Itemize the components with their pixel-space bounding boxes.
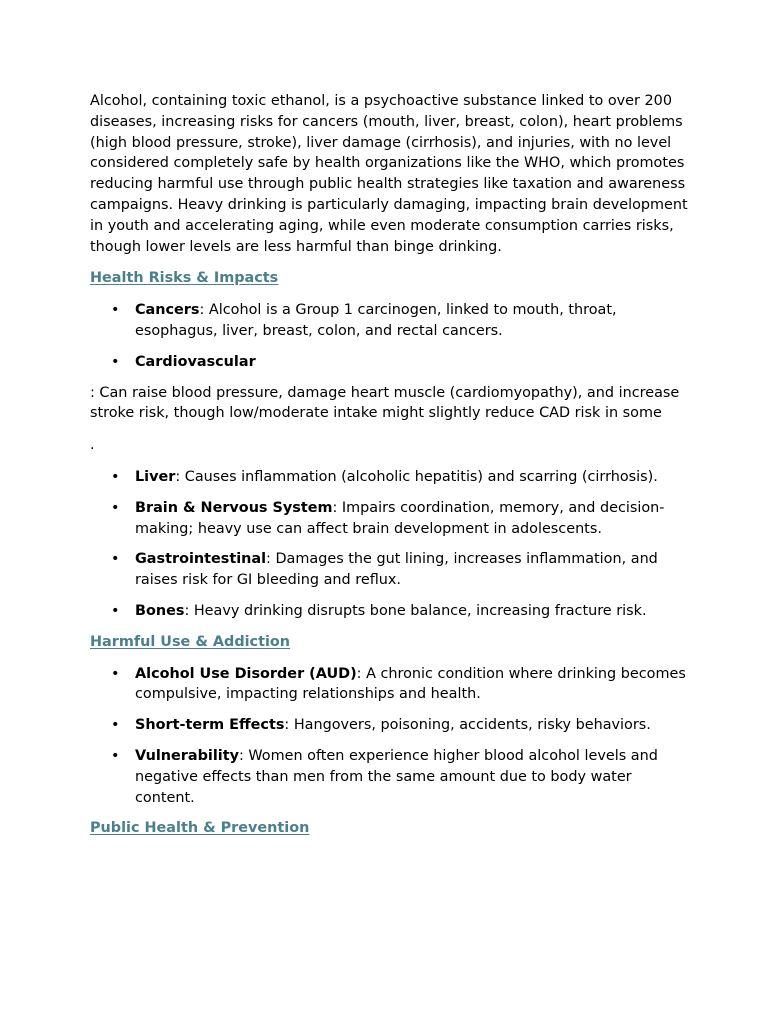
- list-item-term: Bones: [135, 602, 185, 619]
- list-item-aud: [90, 664, 690, 706]
- list-item-vulnerability: [90, 746, 690, 808]
- bullet-glyph: •: [111, 302, 120, 319]
- list-item-desc: : Alcohol is a Group 1 carcinogen, linked to mouth, throat, esophagus, liver, breast, colon, and rectal cancers.: [135, 302, 617, 339]
- bullet-glyph: •: [111, 551, 120, 568]
- list-item-desc: : Causes inflammation (alcoholic hepatitis) and scarring (cirrhosis).: [175, 468, 658, 485]
- bullet-glyph: •: [111, 468, 120, 485]
- list-item-term: Cancers: [135, 302, 200, 319]
- list-item-bones: [90, 601, 690, 622]
- list-item-term: Liver: [135, 468, 176, 485]
- list-item-term: Cardiovascular: [135, 353, 256, 370]
- heading-health-risks: [90, 268, 690, 289]
- list-item-desc: : Damages the gut lining, increases inflammation, and raises risk for GI bleeding and reflux.: [135, 551, 658, 589]
- list-item-desc: : A chronic condition where drinking becomes compulsive, impacting relationships and health.: [135, 665, 686, 703]
- cardiovascular-detail: : Can raise blood pressure, damage heart muscle (cardiomyopathy), and increase stroke risk, though low/moderate intake might slightly reduce CAD risk in some: [90, 384, 680, 422]
- heading-health-risks-link[interactable]: Health Risks & Impacts: [90, 270, 279, 287]
- bullet-glyph: •: [111, 353, 120, 370]
- list-item-term: Vulnerability: [135, 747, 239, 764]
- list-item-term: Brain & Nervous System: [135, 499, 333, 516]
- heading-harmful-use-link[interactable]: Harmful Use & Addiction: [90, 633, 291, 650]
- bullet-glyph: •: [111, 499, 120, 516]
- list-item-desc: : Heavy drinking disrupts bone balance, increasing fracture risk.: [184, 602, 647, 619]
- document-page: [90, 91, 690, 850]
- heading-harmful-use: [90, 632, 690, 653]
- list-item-desc: : Women often experience higher blood alcohol levels and negative effects than men from the same amount due to body water content.: [135, 747, 658, 806]
- bullet-glyph: •: [111, 602, 120, 619]
- list-item-term: Short-term Effects: [135, 717, 285, 734]
- bullet-glyph: •: [111, 747, 120, 764]
- health-risks-list-a: [90, 300, 690, 372]
- stray-period: .: [90, 437, 95, 454]
- list-item-brain: [90, 498, 690, 540]
- health-risks-list-b: [90, 467, 690, 622]
- intro-paragraph: Alcohol, containing toxic ethanol, is a psychoactive substance linked to over 200 diseases, increasing risks for cancers (mouth, liver, breast, colon), heart problems (high blood pressure, stroke), liver damage (cirrhosis), and injuries, with no level considered completely safe by health organizations like the WHO, which promotes reducing harmful use through public health strategies like taxation and awareness campaigns. Heavy drinking is particularly damaging, impacting brain development in youth and accelerating aging, while even moderate consumption carries risks, though lower levels are less harmful than binge drinking.: [90, 93, 688, 255]
- harmful-use-list: [90, 664, 690, 809]
- list-item-cancers: [90, 300, 690, 342]
- heading-public-health-link[interactable]: Public Health & Prevention: [90, 820, 310, 837]
- list-item-desc: : Impairs coordination, memory, and decision-making; heavy use can affect brain development in adolescents.: [135, 499, 665, 537]
- heading-public-health: [90, 818, 690, 839]
- bullet-glyph: •: [111, 665, 120, 682]
- list-item-cardiovascular: [90, 352, 690, 373]
- list-item-desc: : Hangovers, poisoning, accidents, risky behaviors.: [284, 717, 651, 734]
- list-item-liver: [90, 467, 690, 488]
- list-item-term: Alcohol Use Disorder (AUD): [135, 665, 357, 682]
- list-item-short-term: [90, 715, 690, 736]
- list-item-term: Gastrointestinal: [135, 551, 267, 568]
- bullet-glyph: •: [111, 717, 120, 734]
- list-item-gastrointestinal: [90, 549, 690, 591]
